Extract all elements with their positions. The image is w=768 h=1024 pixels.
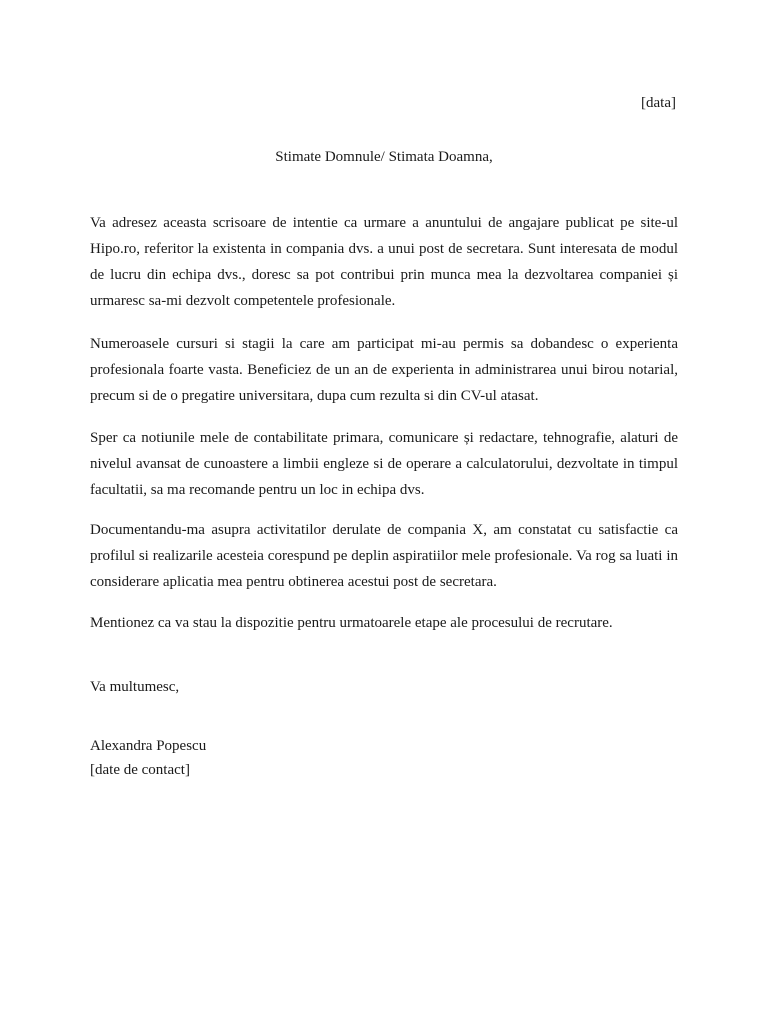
letter-salutation: Stimate Domnule/ Stimata Doamna, [275,149,493,165]
contact-details: [date de contact] [90,762,190,778]
letter-date: [data] [641,95,676,111]
letter-paragraph-4: Documentandu-ma asupra activitatilor derulate de compania X, am constatat cu satisfactie ca profilul si realizarile acesteia corespund pe deplin aspiratiilor mele profesionale. Va rog sa luati in considerare aplicatia mea pentru obtinerea acestui post de secretara. [90,522,678,590]
letter-paragraph-1: Va adresez aceasta scrisoare de intentie ca urmare a anuntului de angajare publicat pe site-ul Hipo.ro, referitor la existenta in compania dvs. a unui post de secretara. Sunt interesata de modul de lucru din echipa dvs., doresc sa pot contribui prin munca mea la dezvoltarea companiei și urmaresc sa-mi dezvolt competentele profesionale. [90,215,678,309]
letter-signature-block [90,734,206,782]
letter-paragraph-5: Mentionez ca va stau la dispozitie pentru urmatoarele etape ale procesului de recrutare. [90,615,613,631]
signature-name: Alexandra Popescu [90,738,207,754]
letter-paragraph-3: Sper ca notiunile mele de contabilitate primara, comunicare și redactare, tehnografie, alaturi de nivelul avansat de cunoastere a limbii engleze si de operare a calculatorului, dezvoltate in timpul facultatii, sa ma recomande pentru un loc in echipa dvs. [90,430,678,498]
letter-paragraph-2: Numeroasele cursuri si stagii la care am participat mi-au permis sa dobandesc o experienta profesionala foarte vasta. Beneficiez de un an de experienta in administrarea unui birou notarial, precum si de o pregatire universitara, dupa cum rezulta si din CV-ul atasat. [90,336,678,404]
letter-closing: Va multumesc, [90,679,180,695]
